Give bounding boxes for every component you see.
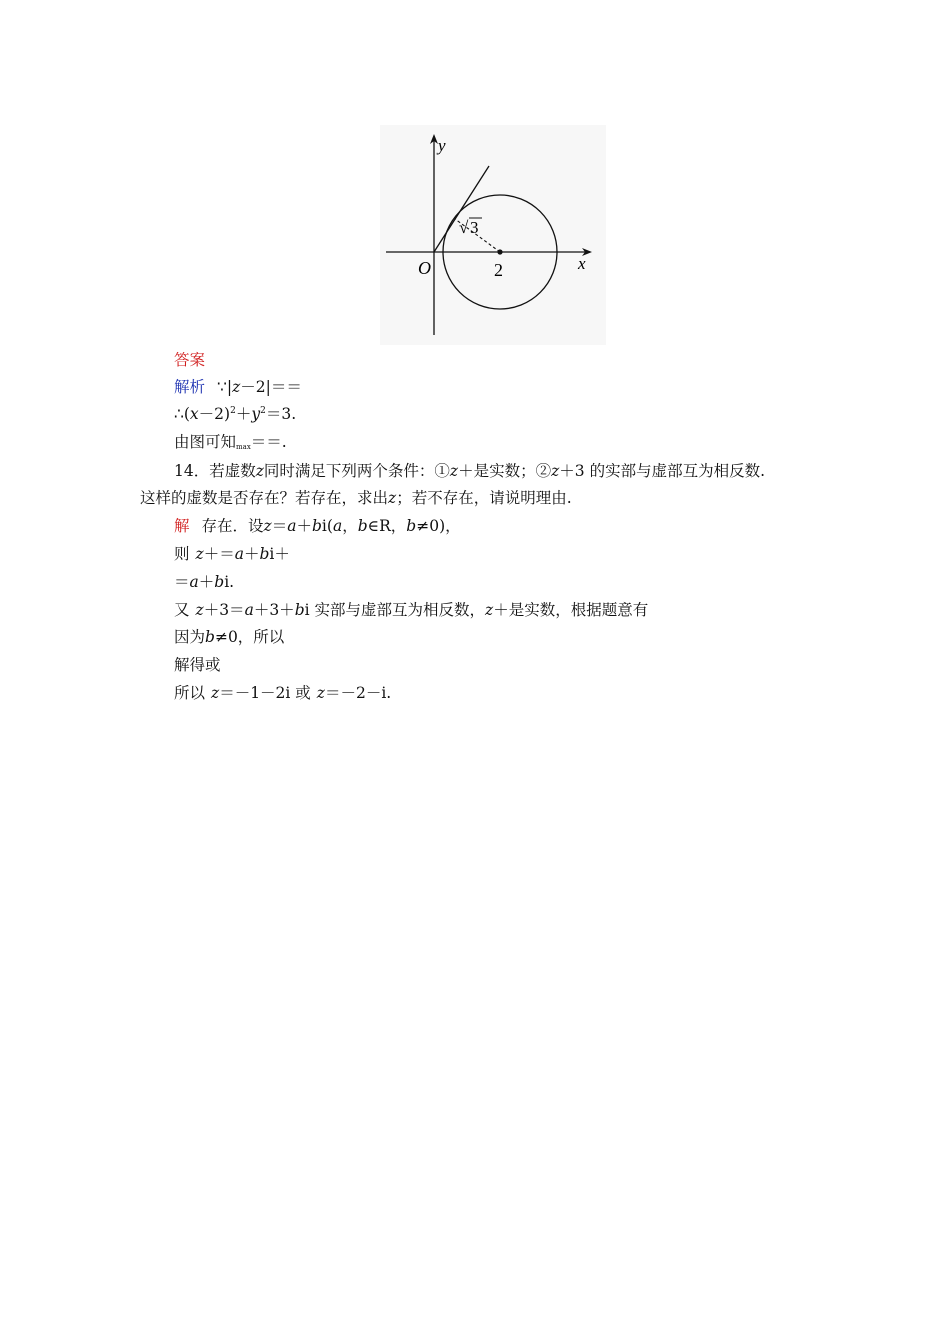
text: ≠0)， xyxy=(416,517,461,535)
text: 因为 xyxy=(174,628,206,646)
text: 所以 xyxy=(174,684,206,702)
var-x: x xyxy=(189,405,199,423)
exponent: 2 xyxy=(260,406,266,416)
text: 则 xyxy=(174,545,190,563)
text: ∈R， xyxy=(367,517,407,535)
var-b: b xyxy=(259,545,270,563)
var-z: z xyxy=(263,517,272,535)
text: 存在．设 xyxy=(201,517,264,535)
var-b: b xyxy=(311,517,322,535)
answer-label: 答案 xyxy=(174,351,206,369)
text: ＋3＋ xyxy=(253,601,295,619)
text: ＋3 的实部与虚部互为相反数. xyxy=(559,462,765,480)
solution-line-4 xyxy=(174,600,648,620)
var-z: z xyxy=(485,601,494,619)
var-z: z xyxy=(195,601,204,619)
text: ＋ xyxy=(235,405,252,423)
figure-svg xyxy=(380,125,606,345)
var-b: b xyxy=(406,517,417,535)
text: ＋＝ xyxy=(203,545,235,563)
y-axis-label: y xyxy=(438,136,446,155)
var-z: z xyxy=(255,462,264,480)
var-a: a xyxy=(244,601,254,619)
text: －2) xyxy=(198,405,231,423)
text: ＝ xyxy=(174,573,190,591)
center-point xyxy=(497,249,502,254)
solution-label: 解 xyxy=(174,517,190,535)
text: 这样的虚数是否存在？若存在，求出 xyxy=(140,489,389,507)
center-label: 2 xyxy=(494,260,503,280)
text: ∴( xyxy=(174,405,190,423)
text: ；若不存在，请说明理由. xyxy=(396,489,572,507)
text: 又 xyxy=(174,601,190,619)
solution-line-6 xyxy=(174,655,221,675)
var-b: b xyxy=(357,517,368,535)
radius-symbol: √ xyxy=(459,218,469,237)
var-a: a xyxy=(287,517,297,535)
text: i 实部与虚部互为相反数， xyxy=(304,601,486,619)
var-y: y xyxy=(251,405,261,423)
origin-label: O xyxy=(418,258,431,278)
analysis-text: －2|＝＝ xyxy=(240,378,302,396)
text: 由图可知 xyxy=(174,433,237,451)
subscript-max: max xyxy=(236,443,251,451)
text: ＝＝. xyxy=(250,433,287,451)
text: i( xyxy=(321,517,333,535)
analysis-label: 解析 xyxy=(174,378,206,396)
text: ＝－1－2i 或 xyxy=(219,684,311,702)
text: ＋ xyxy=(198,573,215,591)
var-z: z xyxy=(211,684,220,702)
from-figure-line xyxy=(174,432,287,452)
answer-line xyxy=(174,350,205,370)
var-z: z xyxy=(551,462,560,480)
var-z: z xyxy=(316,684,325,702)
text: ＝ xyxy=(271,517,288,535)
text: ＋ xyxy=(243,545,260,563)
var-z: z xyxy=(388,489,397,507)
text: i＋ xyxy=(269,545,290,563)
exponent: 2 xyxy=(230,406,236,416)
var-a: a xyxy=(332,517,343,535)
solution-line-5 xyxy=(174,627,284,647)
text: ＋是实数，根据题意有 xyxy=(493,601,649,619)
analysis-line xyxy=(174,377,302,397)
text: ， xyxy=(342,517,358,535)
text: ＋3＝ xyxy=(203,601,245,619)
text: ＝3. xyxy=(265,405,297,423)
tangent-line xyxy=(434,166,489,252)
solution-line-2 xyxy=(174,544,290,564)
var-b: b xyxy=(294,601,305,619)
var-z: z xyxy=(449,462,459,480)
question-14-line-1 xyxy=(174,461,765,481)
solution-line-7 xyxy=(174,683,391,703)
text: 14．若虚数 xyxy=(174,462,256,480)
text: ＋是实数；② xyxy=(458,462,552,480)
solution-line-1 xyxy=(174,516,461,536)
var-z: z xyxy=(232,378,241,396)
circle-tangent-figure xyxy=(380,125,606,345)
question-14-line-2 xyxy=(140,488,572,508)
text: ＝－2－i. xyxy=(324,684,392,702)
therefore-line xyxy=(174,404,296,424)
text: ≠0，所以 xyxy=(214,628,285,646)
x-axis-label: x xyxy=(578,254,586,273)
text: 同时满足下列两个条件：① xyxy=(263,462,450,480)
analysis-text: ∵| xyxy=(217,378,233,396)
var-a: a xyxy=(189,573,199,591)
radius-label: 3 xyxy=(470,218,479,237)
text: ＋ xyxy=(296,517,312,535)
text: 解得或 xyxy=(174,656,221,674)
var-z: z xyxy=(195,545,204,563)
var-b: b xyxy=(214,573,225,591)
solution-line-3 xyxy=(174,572,234,592)
var-a: a xyxy=(234,545,244,563)
text: i. xyxy=(224,573,235,591)
var-b: b xyxy=(205,628,215,646)
